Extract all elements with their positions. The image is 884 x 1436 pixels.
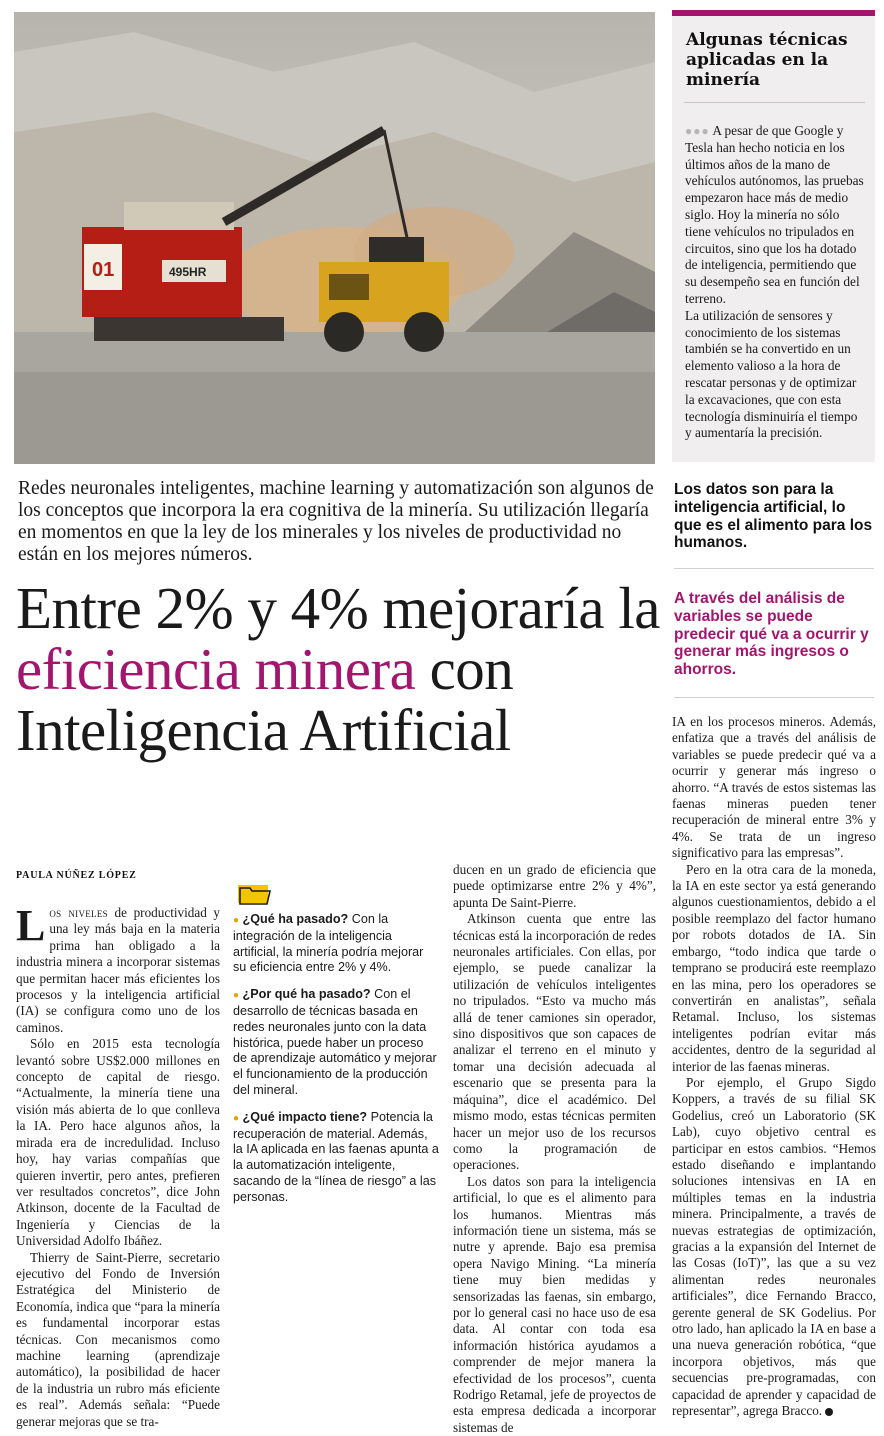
shovel-model: 495HR bbox=[169, 265, 207, 279]
pullquote-1: Los datos son para la inteligencia artificial, lo que es el alimento para los humanos. bbox=[674, 481, 873, 552]
bullet-icon: ● bbox=[233, 1112, 240, 1124]
shovel-number: 01 bbox=[92, 259, 115, 281]
drop-cap: L bbox=[16, 901, 46, 950]
qa-item bbox=[233, 912, 439, 976]
sidebar-paragraph-2: La utilización de sensores y conocimiento de los sistemas también se ha convertido en un elemento valioso a la hora de rescatar personas y de optimizar la excavaciones, que con esta tecnología disminuiría el tiempo y aumentaría la precisión. bbox=[685, 307, 858, 441]
byline: PAULA NÚÑEZ LÓPEZ bbox=[16, 870, 137, 881]
qa-item bbox=[233, 1110, 439, 1206]
end-mark-icon bbox=[825, 1408, 833, 1416]
article-column-4 bbox=[672, 714, 876, 1419]
paragraph: ducen en un grado de eficiencia que puede optimizarse entre 2% y 4%”, apunta De Saint-Pierre. bbox=[453, 862, 656, 910]
qa-answer: Con la integración de la inteligencia artificial, la minería podría mejorar su eficiencia entre 2% y 4%. bbox=[233, 912, 424, 975]
qa-answer: Con el desarrollo de técnicas basada en redes neuronales junto con la data histórica, puede haber un proceso de aprendizaje automático y mejorar el funcionamiento de la producción del mineral. bbox=[233, 987, 437, 1097]
shovel-tracks bbox=[94, 317, 284, 341]
paragraph: Atkinson cuenta que entre las técnicas está la incorporación de redes neuronales artificiales. Con ellas, por ejemplo, se puede canalizar la utilización de vehículos inteligentes no tripulados. “Esto va mucho más allá de tener camiones sin operador, sino dispositivos que son capaces de analizar el terreno en el minuto y tomar una decisión adecuada al escenario que se presenta para la máquina”, dice el académico. Del mismo modo, estas técnicas permiten hacer un mejor uso de los recursos como la programación de operaciones. bbox=[453, 911, 656, 1173]
sidebar-title: Algunas técnicas aplicadas en la minería bbox=[686, 30, 848, 90]
qa-question: ¿Qué ha pasado? bbox=[242, 912, 349, 926]
bullet-icon: ● bbox=[233, 990, 240, 1002]
article-column-3 bbox=[453, 862, 656, 1436]
headline-part-1: Entre 2% y 4% mejoraría la bbox=[16, 575, 660, 641]
mining-photo bbox=[14, 12, 655, 464]
paragraph: Thierry de Saint-Pierre, secretario ejecutivo del Fondo de Inversión Estratégica del Ministerio de Economía, indica que “para la minería es fundamental incorporar estas técnicas. Con mecanismos como machine learning (aprendizaje automático), la posibilidad de hacer de la industria un rubro más eficiente es real”. Además señala: “Puede generar mejoras que se tra- bbox=[16, 1249, 220, 1429]
qa-answer: Potencia la recuperación de material. Además, la IA aplicada en las faenas apunta a la automatización inteligente, sacando de la “línea de riesgo” a las personas. bbox=[233, 1109, 439, 1204]
pullquote-divider-2 bbox=[674, 697, 874, 698]
paragraph-text: Por ejemplo, el Grupo Sigdo Koppers, a través de su filial SK Godelius, creó un Laboratorio (SK Lab), cuyo objetivo central es participar en estos cambios. “Hemos estado diseñando e implantando soluciones intensivas en IA en múltiples temas en la industria minera. Principalmente, a través de nuevas estrategias de optimización, gracias a la expansión del Internet de las Cosas (IoT)”, las que a su vez alimentan redes neuronales artificiales”, dice Fernando Bracco, gerente general de SK Godelius. Por otro lado, han aplicado la IA en base a una nueva generación robótica, “que incorpora objetivos, más que secuencias pre-programadas, con capacidad de aprender y capacidad de representar”, agrega Bracco. bbox=[672, 1074, 876, 1419]
bullet-icon: ● bbox=[233, 915, 240, 926]
sidebar-paragraph-1: A pesar de que Google y Tesla han hecho noticia en los últimos años de la mano de vehículos autónomos, las pruebas empezaron hace más de medio siglo. Hoy la minería no sólo tiene vehículos no tripulados en circuitos, sino que los ha dotado de inteligencia, permitiendo que su desempeño sea en función del terreno. bbox=[685, 123, 864, 306]
folder-icon bbox=[236, 882, 274, 906]
qa-question: ¿Qué impacto tiene? bbox=[242, 1109, 368, 1124]
mining-scene-illustration bbox=[14, 12, 655, 464]
bullet-dots-icon: ●●● bbox=[685, 124, 710, 138]
article-headline bbox=[16, 575, 666, 763]
paragraph: Sólo en 2015 esta tecnología levantó sobre US$2.000 millones en concepto de capital de riesgo. “Actualmente, la minería tiene una visión más abierta de lo que conlleva la IA. Pero hace algunos años, la mirada era de incredulidad. Incluso hoy, hay varias compañías que quieren invertir, pero antes, prefieren ver resultados concretos”, dice John Atkinson, docente de la Facultad de Ingeniería y Ciencias de la Universidad Adolfo Ibáñez. bbox=[16, 1036, 220, 1249]
paragraph-text: de productividad y una ley más baja en la materia prima han obligado a la industria minera a incorporar sistemas que permitan hacer más eficientes los procesos y la inteligencia artificial (IA) se configura como uno de los caminos. bbox=[16, 905, 221, 1035]
qa-box bbox=[233, 912, 439, 1217]
article-column-1 bbox=[16, 901, 221, 1430]
lead-caps: os niveles bbox=[49, 905, 108, 920]
qa-question: ¿Por qué ha pasado? bbox=[242, 987, 371, 1002]
paragraph: Los datos son para la inteligencia artificial, lo que es el alimento para los humanos. Mientras más información tiene un sistema, más se nutre y aprende. Bajo esa premisa opera Navigo Mining. “La minería tiene muy bien medidas y sensorizadas las faenas, sin embargo, por lo general casi no hace uso de esa data. Al contar con toda esa información histórica ayudamos a comprender de mejor manera la efectividad de los procesos”, cuenta Rodrigo Retamal, jefe de proyectos de esta empresa dedicada a incorporar sistemas de bbox=[453, 1173, 656, 1435]
paragraph bbox=[16, 901, 221, 1036]
pullquote-divider bbox=[674, 568, 874, 569]
techniques-sidebar bbox=[672, 10, 875, 462]
qa-item bbox=[233, 987, 439, 1099]
headline-part-2: con Inteligencia Artificial bbox=[16, 636, 514, 763]
paragraph: Pero en la otra cara de la moneda, la IA en este sector ya está generando algunos cuestionamientos, debido a el posible reemplazo del factor humano por robots dotados de IA. Sin embargo, “todo indica que tarde o temprano se producirá este reemplazo en las mina, pero los operadores se convertirán en analistas”, señala Retamal. Incluso, los sistemas inteligentes podrían evitar más accidentes, dentro de la seguridad al interior de las faenas mineras. bbox=[672, 861, 876, 1074]
pullquote-2: A través del análisis de variables se puede predecir qué va a ocurrir y generar más ingresos o ahorros. bbox=[674, 590, 869, 679]
paragraph: IA en los procesos mineros. Además, enfatiza que a través del análisis de variables se puede predecir qué va a ocurrir y generar más ingreso o ahorro. “A través de estos sistemas las faenas mineras pueden tener recuperación de mineral entre 3% y 4%. Se trata de un ingreso significativo para las empresas”. bbox=[672, 714, 876, 861]
headline-accent: eficiencia minera bbox=[16, 636, 416, 702]
article-deck: Redes neuronales inteligentes, machine learning y automatización son algunos de los conceptos que incorpora la era cognitiva de la minería. Su utilización llegaría en momentos en que la ley de los minerales y los niveles de productividad no están en los mejores números. bbox=[18, 478, 654, 565]
sidebar-body bbox=[672, 103, 875, 442]
paragraph bbox=[672, 1075, 876, 1420]
